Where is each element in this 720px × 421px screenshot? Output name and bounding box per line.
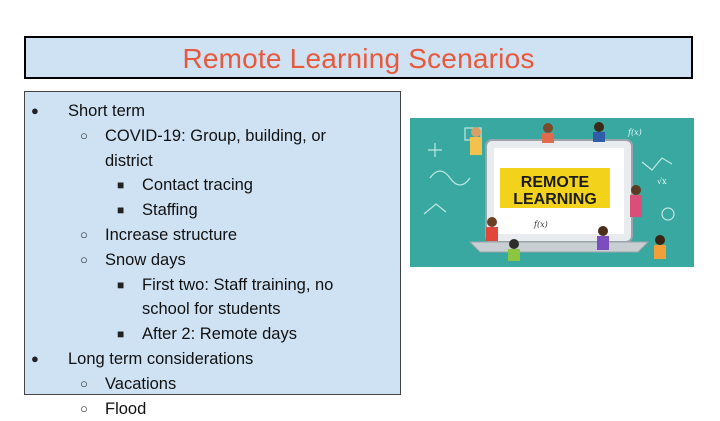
bullet-item bbox=[25, 397, 425, 421]
formula-label: f(x) bbox=[628, 128, 642, 137]
bullet-square-icon: ■ bbox=[117, 277, 125, 292]
bullet-list bbox=[25, 99, 425, 421]
bullet-text: Flood bbox=[105, 399, 147, 418]
bullet-square-icon: ■ bbox=[117, 327, 125, 342]
bullet-text: Contact tracing bbox=[142, 176, 253, 195]
bullet-text: First two: Staff training, no school for students bbox=[142, 275, 334, 319]
bullet-text: Short term bbox=[68, 102, 146, 120]
bullet-item bbox=[25, 347, 425, 372]
bullet-square-icon: ■ bbox=[117, 178, 125, 193]
slide-title: Remote Learning Scenarios bbox=[182, 42, 535, 74]
remote-learning-illustration bbox=[410, 118, 694, 267]
bullet-circle-icon: ○ bbox=[80, 226, 88, 242]
bullet-item bbox=[25, 273, 367, 323]
bullet-item bbox=[25, 248, 425, 273]
bullet-text: Staffing bbox=[142, 201, 198, 220]
bullet-square-icon: ■ bbox=[117, 203, 125, 218]
bullet-text: Long term considerations bbox=[68, 349, 254, 368]
formula-label: √x bbox=[657, 177, 667, 186]
bullet-item bbox=[25, 372, 425, 397]
bullet-text: After 2: Remote days bbox=[142, 325, 297, 344]
formula-label: f(x) bbox=[534, 220, 548, 229]
bullet-text: COVID-19: Group, building, or district bbox=[105, 126, 327, 170]
bullet-circle-icon: ○ bbox=[80, 400, 88, 416]
bullet-text: Increase structure bbox=[105, 225, 238, 244]
screen-text: LEARNING bbox=[513, 191, 597, 208]
bullet-item bbox=[25, 198, 425, 223]
bullet-item bbox=[25, 173, 425, 198]
slide-title-box bbox=[24, 36, 693, 79]
bullet-text: Vacations bbox=[105, 374, 177, 393]
screen-text: REMOTE bbox=[520, 174, 590, 191]
bullet-item bbox=[25, 223, 425, 248]
content-text-box bbox=[24, 91, 401, 418]
bullet-text: Snow days bbox=[105, 250, 186, 269]
laptop-base bbox=[470, 242, 648, 252]
bullet-circle-icon: ○ bbox=[80, 251, 88, 267]
bullet-item bbox=[25, 322, 425, 347]
bullet-item bbox=[25, 99, 425, 124]
bullet-dot-icon: ● bbox=[31, 103, 39, 118]
bullet-item bbox=[25, 124, 355, 174]
bullet-circle-icon: ○ bbox=[80, 375, 88, 391]
bullet-dot-icon: ● bbox=[31, 350, 39, 366]
bullet-circle-icon: ○ bbox=[80, 127, 88, 143]
